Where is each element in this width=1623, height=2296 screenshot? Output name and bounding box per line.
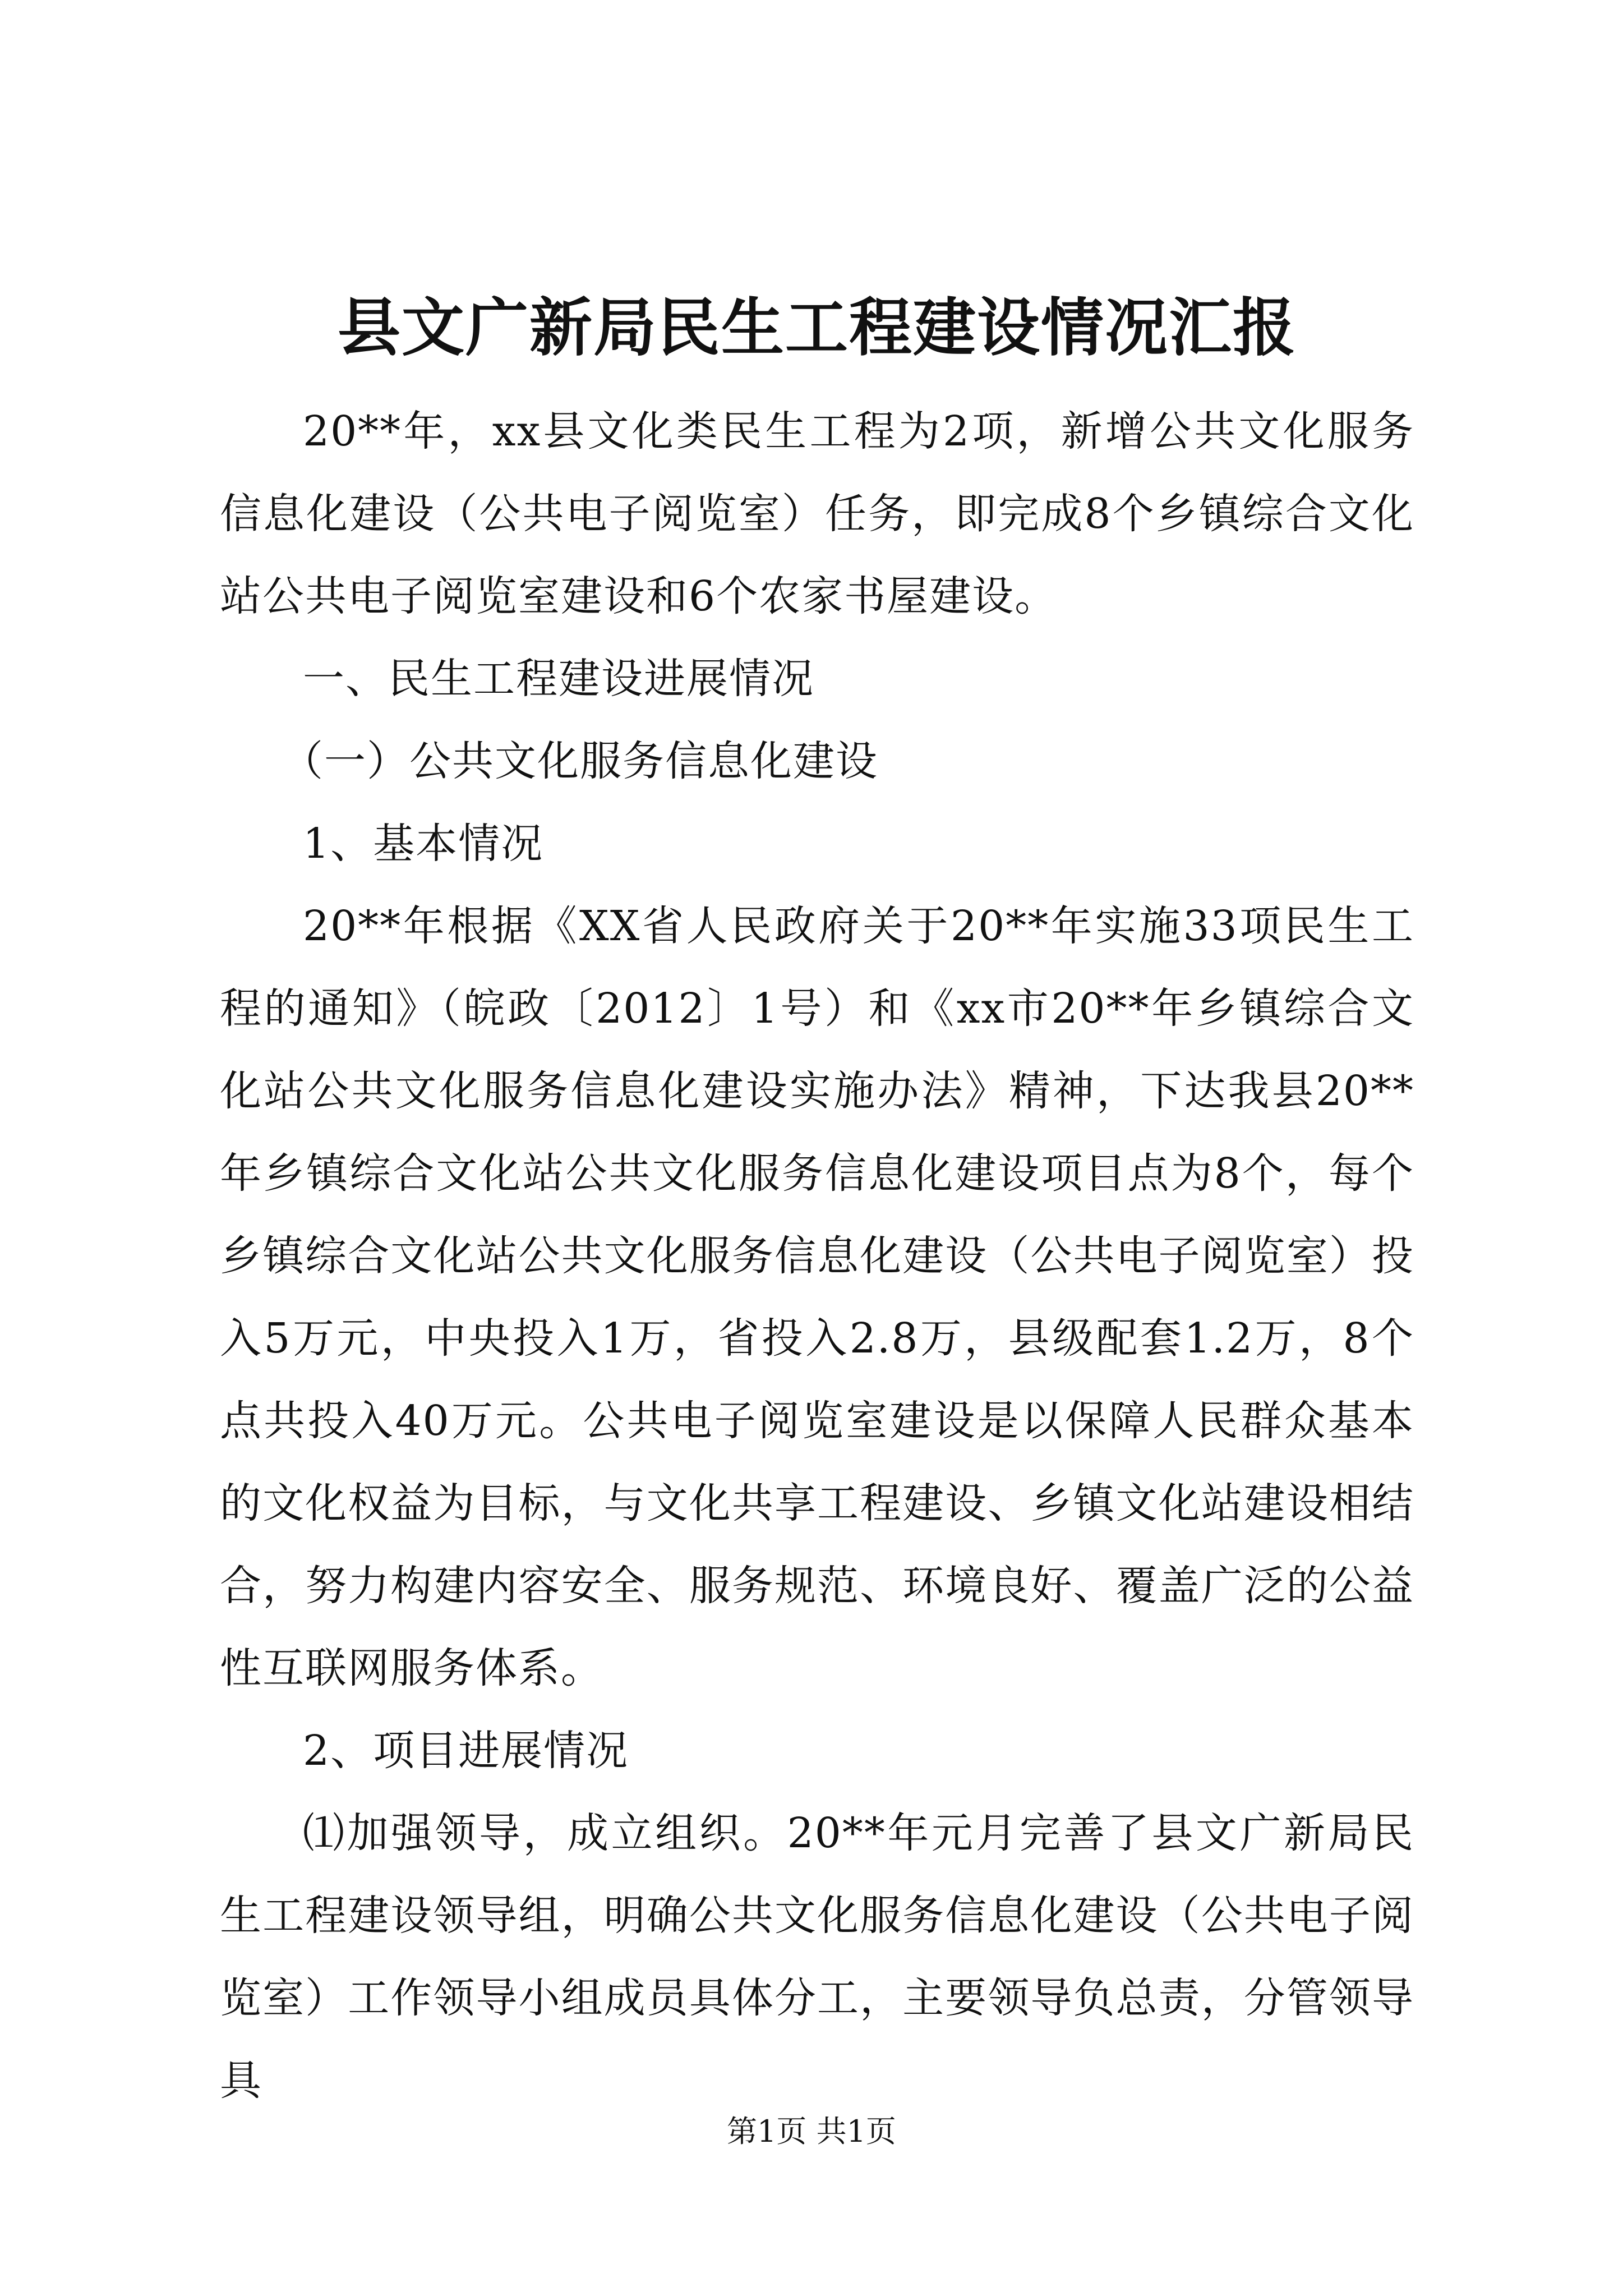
document-body [220,280,1414,2122]
basic-situation-paragraph: 20**年根据《XX省人民政府关于20**年实施33项民生工程的通知》（皖政〔2012〕1号）和《xx市20**年乡镇综合文化站公共文化服务信息化建设实施办法》精神，下达我县20**年乡镇综合文化站公共文化服务信息化建设项目点为8个，每个乡镇综合文化站公共文化服务信息化建设（公共电子阅览室）投入5万元，中央投入1万，省投入2.8万，县级配套1.2万，8个点共投入40万元。公共电子阅览室建设是以保障人民群众基本的文化权益为目标，与文化共享工程建设、乡镇文化站建设相结合，努力构建内容安全、服务规范、环境良好、覆盖广泛的公益性互联网服务体系。 [220,902,1414,1692]
subsection-heading-1: （一）公共文化服务信息化建设 [282,737,878,785]
item-heading-progress: 2、项目进展情况 [303,1727,629,1775]
document-title: 县文广新局民生工程建设情况汇报 [338,291,1297,365]
intro-paragraph: 20**年，xx县文化类民生工程为2项，新增公共文化服务信息化建设（公共电子阅览室）任务，即完成8个乡镇综合文化站公共电子阅览室建设和6个农家书屋建设。 [220,407,1414,620]
page-footer: 第1页 共1页 [727,2114,896,2149]
progress-paragraph: ⑴加强领导，成立组织。20**年元月完善了县文广新局民生工程建设领导组，明确公共文化服务信息化建设（公共电子阅览室）工作领导小组成员具体分工，主要领导负总责，分管领导具 [220,1809,1414,2105]
section-heading-1: 一、民生工程建设进展情况 [303,655,814,703]
item-heading-basic-situation: 1、基本情况 [303,820,544,868]
